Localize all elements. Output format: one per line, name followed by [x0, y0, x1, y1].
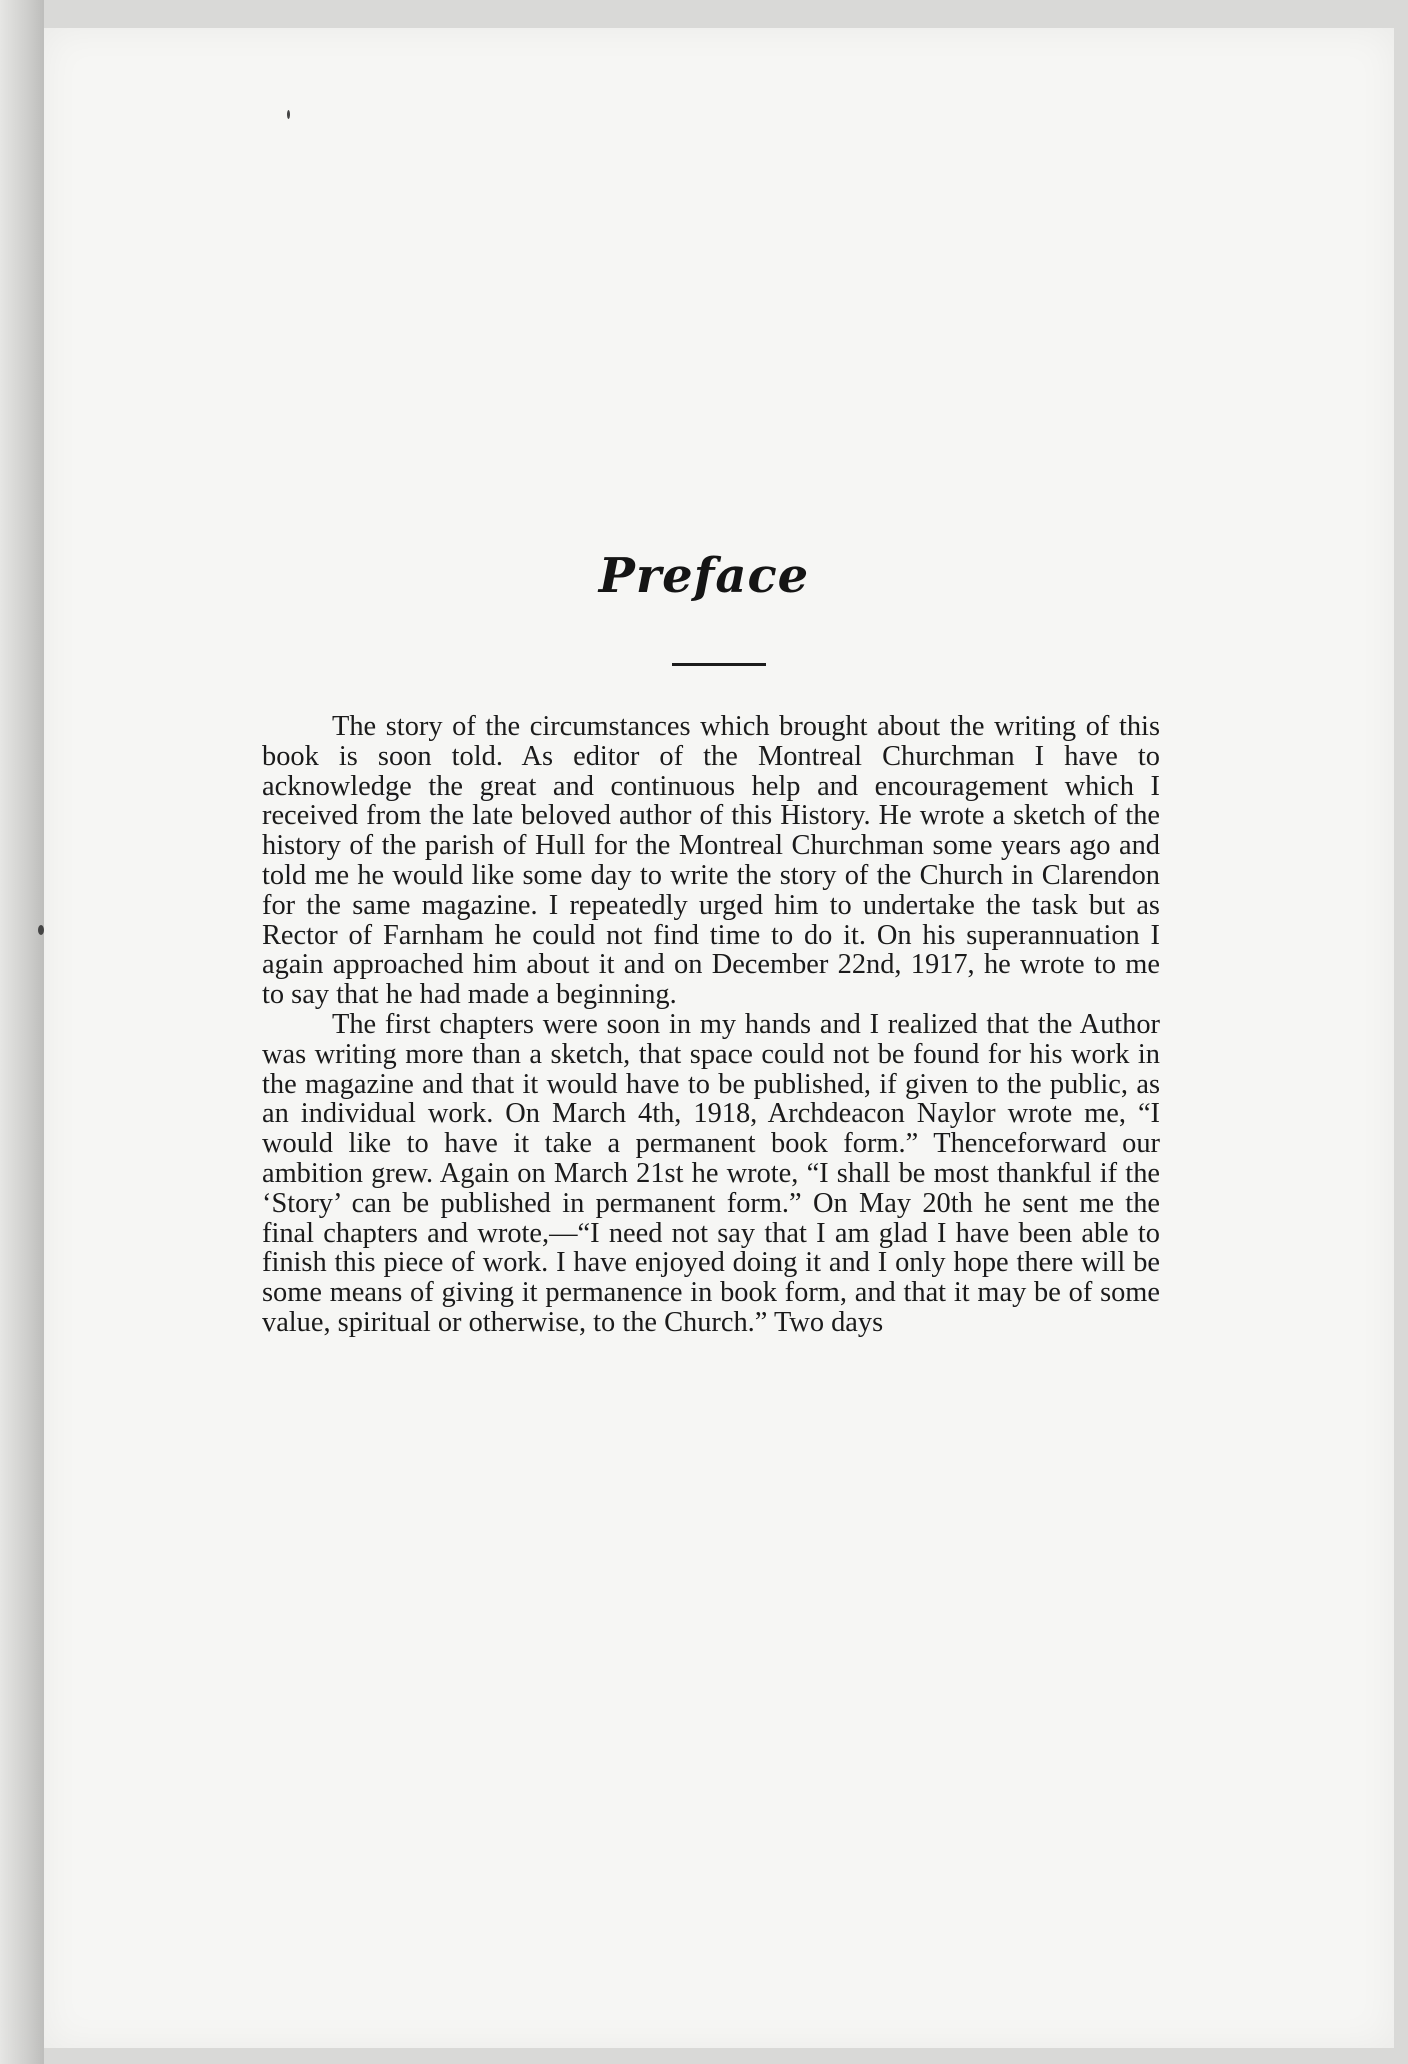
title-rule — [672, 663, 766, 666]
page-title: Preface — [598, 548, 810, 604]
ink-speck — [287, 110, 290, 119]
paragraph: The first chapters were soon in my hands and I realized that the Author was writing more than a sketch, that space could not be found for his work in the magazine and that it would have to be published, if given to the public, as an individual work. On March 4th, 1918, Archdeacon Naylor wrote me, “I would like to have it take a permanent book form.” Thenceforward our ambition grew. Again on March 21st he wrote, “I shall be most thankful if the ‘Story’ can be published in permanent form.” On May 20th he sent me the final chapters and wrote,—“I need not say that I am glad I have been able to finish this piece of work. I have enjoyed doing it and I only hope there will be some means of giving it permanence in book form, and that it may be of some value, spiritual or otherwise, to the Church.” Two days — [262, 1008, 1160, 1338]
binding-edge — [0, 0, 44, 2064]
ink-speck — [38, 925, 44, 935]
paragraph: The story of the circumstances which brought about the writing of this book is soon told. As editor of the Montreal Churchman I have to acknowledge the great and continuous help and encouragement which I received from the late beloved author of this History. He wrote a sketch of the history of the parish of Hull for the Montreal Churchman some years ago and told me he would like some day to write the story of the Church in Clarendon for the same magazine. I repeatedly urged him to undertake the task but as Rector of Farnham he could not find time to do it. On his superannuation I again approached him about it and on December 22nd, 1917, he wrote to me to say that he had made a beginning. — [262, 711, 1160, 1011]
preface-body — [262, 712, 1160, 1338]
